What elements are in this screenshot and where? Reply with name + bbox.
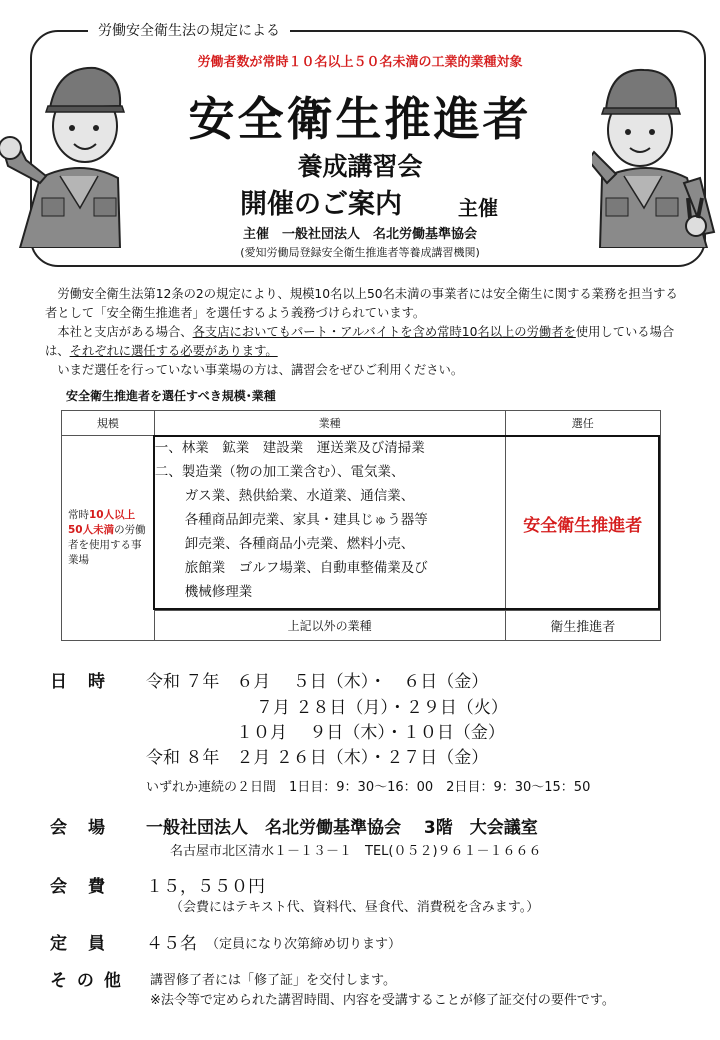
industry-line: 卸売業、各種商品小売業、燃料小売、 — [184, 536, 415, 552]
fee-amount: １５，５５０円 — [146, 877, 265, 897]
header-scale: 規模 — [62, 411, 155, 436]
venue-name: 一般社団法人 名北労働基準協会 3階 大会議室 — [146, 818, 538, 838]
schedule-date-2: ７月 ２８日（月）・２９日（火） — [256, 698, 508, 718]
intro-paragraph-3: いまだ選任を行っていない事業場の方は、講習会をぜひご利用ください。 — [57, 363, 464, 377]
industry-line: 二、製造業（物の加工業含む）、電気業、 — [154, 464, 405, 480]
header-industry: 業種 — [154, 411, 505, 436]
female-worker-illustration — [592, 48, 720, 248]
legal-basis-label: 労働安全衛生法の規定による — [88, 20, 290, 40]
organizer: 主催 一般社団法人 名北労働基準協会 — [242, 227, 477, 242]
scale-cell: 常時10人以上50人未満の労働者を使用する事業場 — [62, 436, 155, 641]
intro-paragraph-1: 労働安全衛生法第12条の2の規定により、規模10名以上50名未満の事業者には安全衛生に関する業務を担当する者として「安全衛生推進者」を選任するよう義務づけられています。 — [45, 287, 678, 320]
fee-note: （会費にはテキスト代、資料代、昼食代、消費税を含みます。） — [170, 900, 540, 915]
sponsor-tag: 主催 — [458, 196, 498, 220]
industry-line: 機械修理業 — [184, 584, 253, 600]
other-industries: 上記以外の業種 — [154, 611, 505, 641]
industry-line: ガス業、熱供給業、水道業、通信業、 — [184, 488, 415, 504]
schedule-date-4: 令和 ８年 ２月 ２６日（木）・２７日（金） — [146, 748, 489, 768]
capacity-note: （定員になり次第締め切ります） — [206, 937, 402, 952]
industry-list — [154, 436, 505, 611]
other-label: そ の 他 — [50, 971, 123, 991]
fee-label: 会 費 — [50, 877, 107, 897]
requirements-table — [61, 410, 661, 641]
capacity-label: 定 員 — [50, 934, 107, 954]
intro-text — [45, 285, 685, 380]
schedule-label: 日 時 — [50, 672, 107, 692]
certificate-requirement: ※法令等で定められた講習時間、内容を受講することが修了証交付の要件です。 — [150, 993, 615, 1008]
appointment-safety-health-promoter: 安全衛生推進者 — [505, 436, 660, 611]
intro-paragraph-2: 本社と支店がある場合、各支店においてもパート・アルバイトを含め常時10名以上の労働者を使用している場合は、それぞれに選任する必要があります。 — [45, 325, 675, 358]
course-subtitle: 養成講習会 — [297, 152, 423, 181]
industry-line: 旅館業 ゴルフ場業、自動車整備業及び — [184, 560, 428, 576]
appointment-health-promoter: 衛生推進者 — [505, 611, 660, 641]
schedule-date-1: 令和 ７年 ６月 ５日（木）・ ６日（金） — [146, 672, 489, 692]
header-appointment: 選任 — [505, 411, 660, 436]
certificate-note: 講習修了者には「修了証」を交付します。 — [150, 973, 396, 988]
capacity-count: ４５名 — [146, 934, 197, 954]
target-description: 労働者数が常時１０名以上５０名未満の工業的業種対象 — [197, 55, 523, 70]
organizer-note: (愛知労働局登録安全衛生推進者等養成講習機関) — [240, 246, 480, 259]
table-caption: 安全衛生推進者を選任すべき規模･業種 — [66, 389, 276, 403]
page-title: 安全衛生推進者 — [188, 92, 532, 146]
industry-line: 一、林業 鉱業 建設業 運送業及び清掃業 — [154, 440, 425, 456]
industry-line: 各種商品卸売業、家具・建具じゅう器等 — [184, 512, 428, 528]
male-worker-illustration — [0, 48, 130, 248]
announcement-subtitle: 開催のご案内 — [240, 189, 402, 220]
schedule-date-3: １０月 ９日（木）・１０日（金） — [236, 723, 505, 743]
schedule-time-note: いずれか連続の２日間 1日目：9：30～16：00 2日目：9：30～15：50 — [146, 780, 591, 795]
venue-label: 会 場 — [50, 818, 107, 838]
venue-address: 名古屋市北区清水１－１３－１ TEL(０５２)９６１－１６６６ — [170, 844, 542, 859]
